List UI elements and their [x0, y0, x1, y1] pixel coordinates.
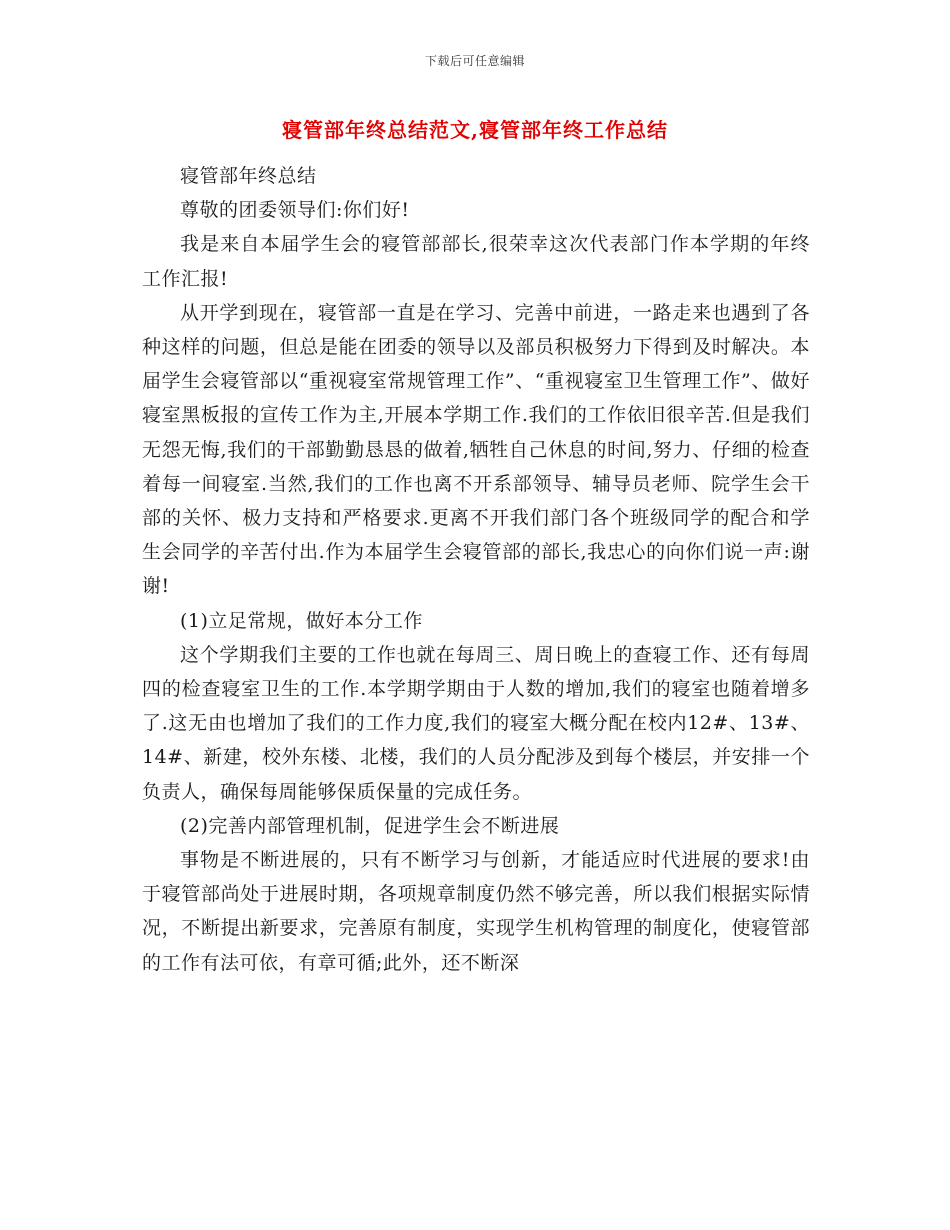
section-heading-2: (2)完善内部管理机制，促进学生会不断进展 — [180, 814, 560, 837]
paragraph-heading: 寝管部年终总结 — [180, 165, 317, 187]
section-heading-1: (1)立足常规，做好本分工作 — [180, 609, 423, 632]
paragraph-section-2: 事物是不断进展的，只有不断学习与创新，才能适应时代进展的要求!由于寝管部尚处于进展时期，各项规章制度仍然不够完善，所以我们根据实际情况，不断提出新要求，完善原有制度，实现学生机构管理的制度化，使寝管部的工作有法可依，有章可循;此外，还不断深 — [142, 849, 810, 974]
document-title: 寝管部年终总结范文,寝管部年终工作总结 — [282, 118, 668, 142]
paragraph-overview: 从开学到现在，寝管部一直是在学习、完善中前进，一路走来也遇到了各种这样的问题，但总是能在团委的领导以及部员积极努力下得到及时解决。本届学生会寝管部以“重视寝室常规管理工作”、“重视寝室卫生管理工作”、做好寝室黑板报的宣传工作为主,开展本学期工作.我们的工作依旧很辛苦.但是我们无怨无悔,我们的干部勤勤恳恳的做着,牺牲自己休息的时间,努力、仔细的检查着每一间寝室.当然,我们的工作也离不开系部领导、辅导员老师、院学生会干部的关怀、极力支持和严格要求.更离不开我们部门各个班级同学的配合和学生会同学的辛苦付出.作为本届学生会寝管部的部长,我忠心的向你们说一声:谢谢! — [142, 301, 810, 598]
paragraph-salutation: 尊敬的团委领导们:你们好! — [180, 199, 410, 222]
document-body — [142, 159, 810, 980]
paragraph-section-1: 这个学期我们主要的工作也就在每周三、周日晚上的查寝工作、还有每周四的检查寝室卫生的工作.本学期学期由于人数的增加,我们的寝室也随着增多了.这无由也增加了我们的工作力度,我们的寝室大概分配在校内12#、13#、14#、新建，校外东楼、北楼，我们的人员分配涉及到每个楼层，并安排一个负责人，确保每周能够保质保量的完成任务。 — [142, 643, 810, 803]
header-note: 下载后可任意编辑 — [424, 54, 525, 68]
paragraph-intro: 我是来自本届学生会的寝管部部长,很荣幸这次代表部门作本学期的年终工作汇报! — [142, 233, 810, 290]
